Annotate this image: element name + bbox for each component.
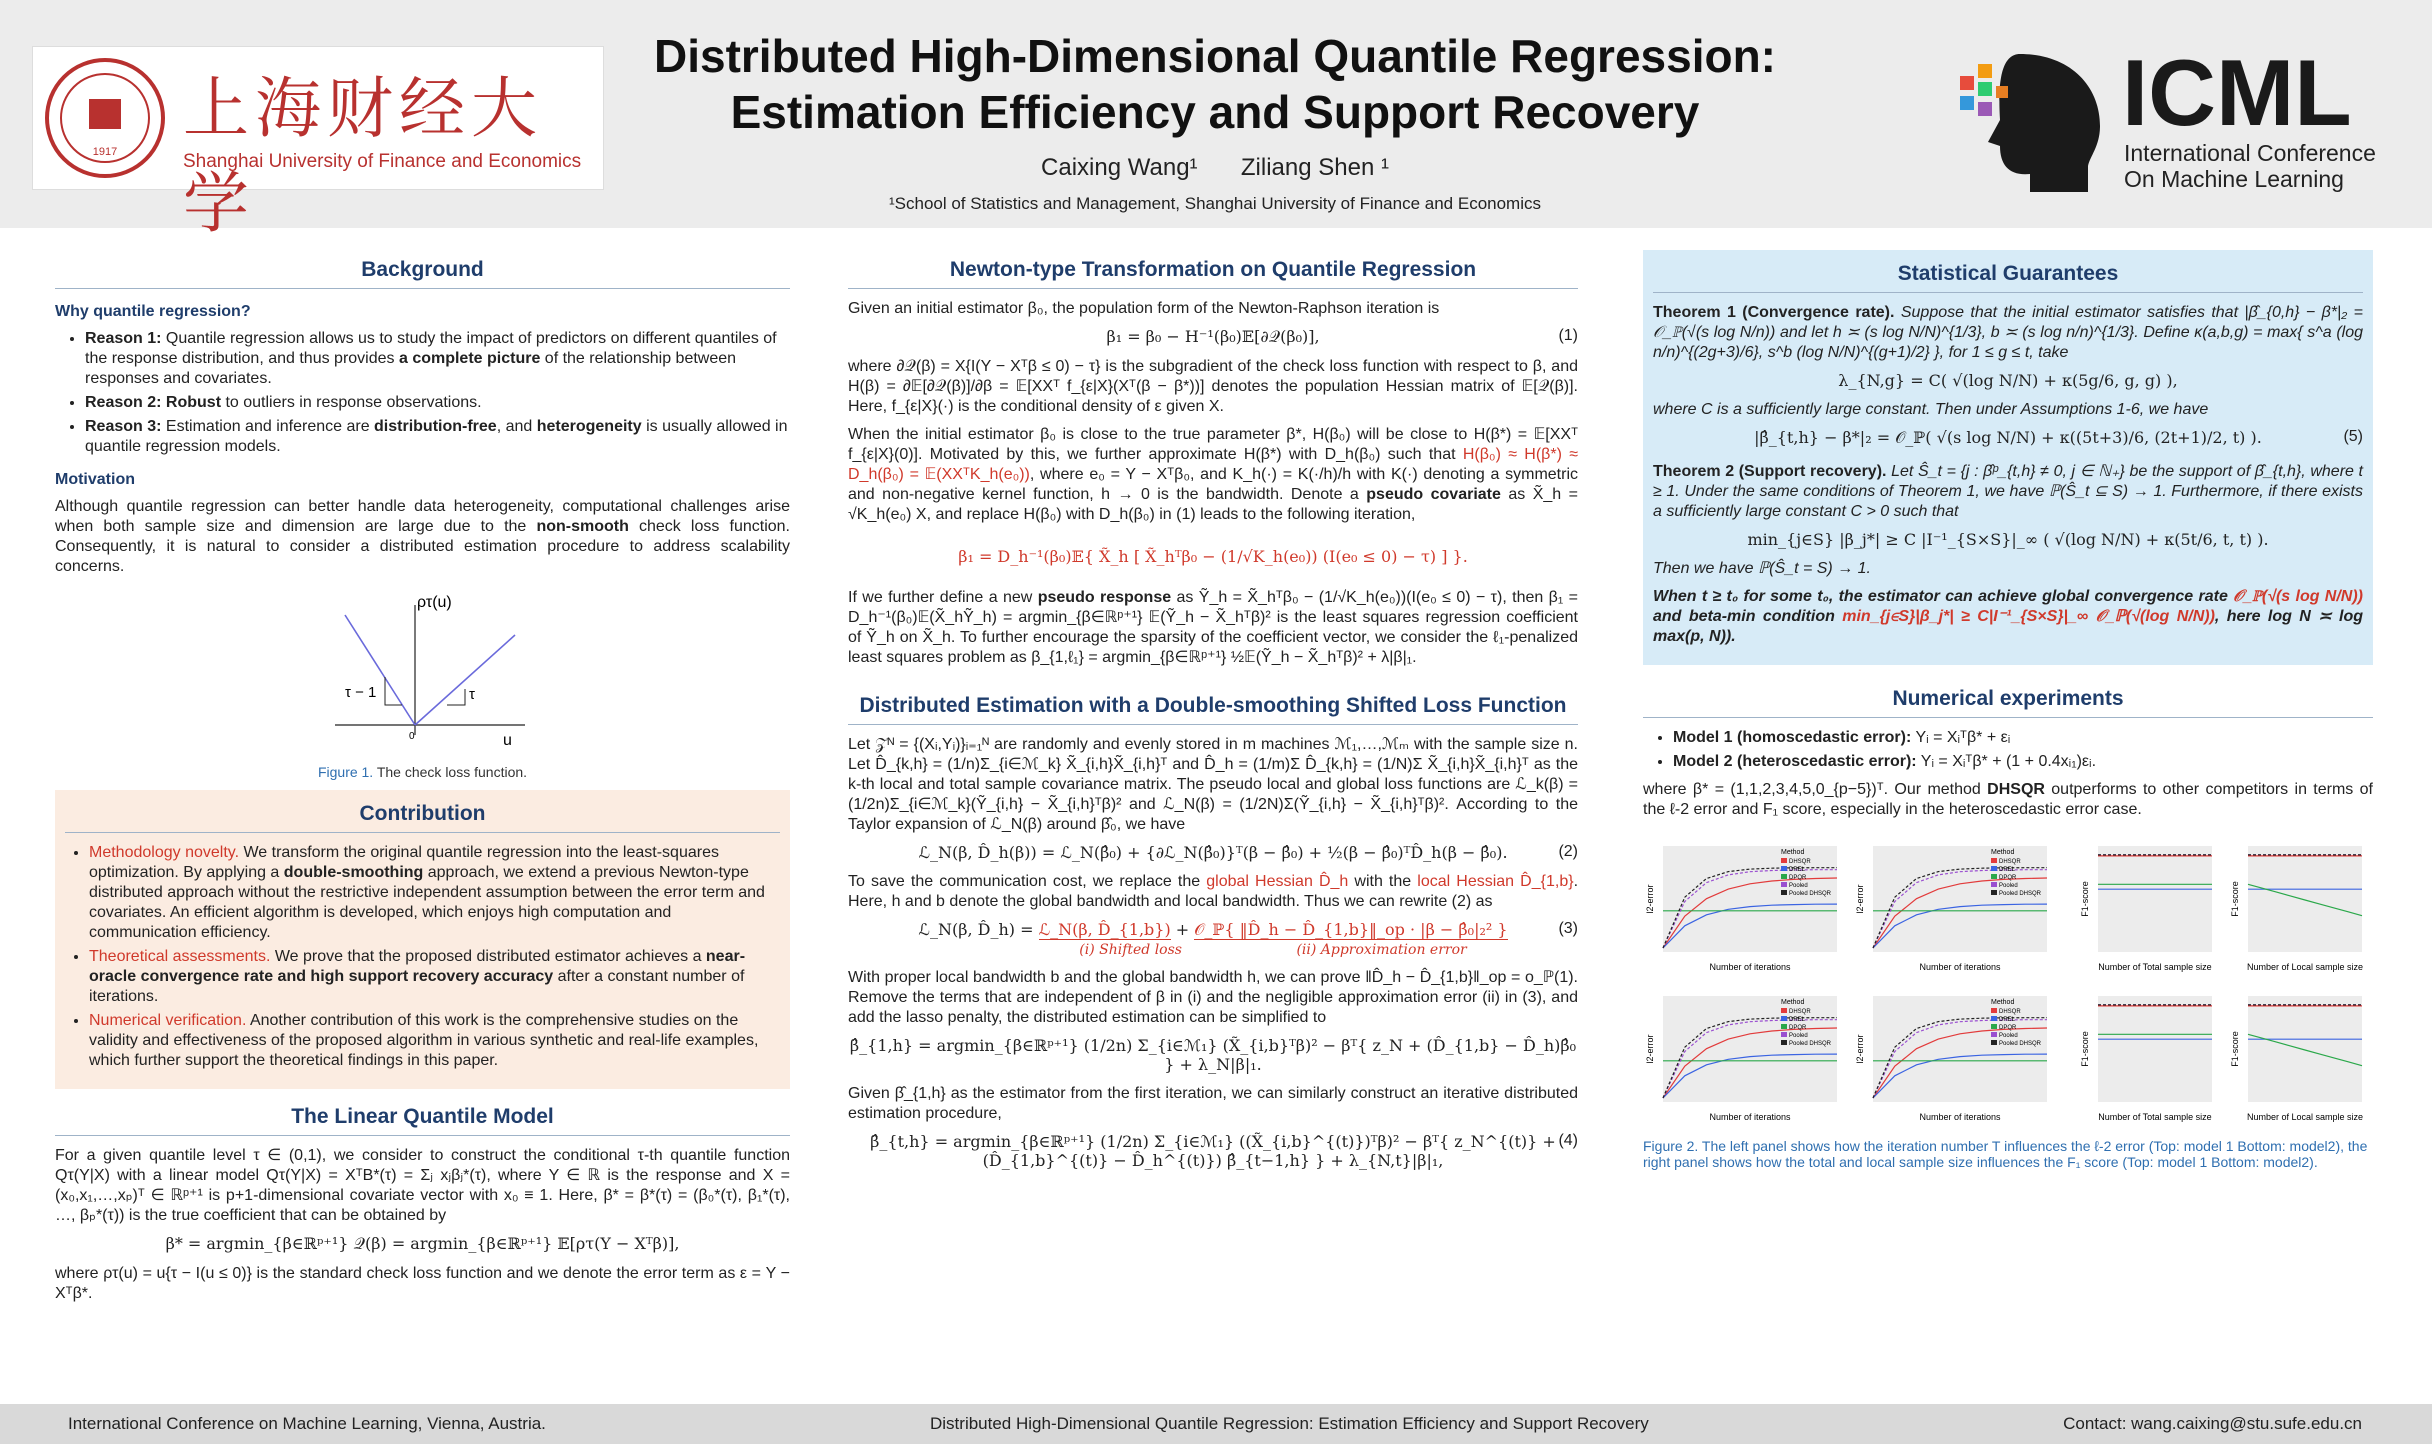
distributed-equation-2-body: ℒ_N(β, D̂_h(β)) = ℒ_N(β̂₀) + {∂ℒ_N(β̂₀)}ᵀ(β − β̂₀) + ½(β − β̂₀)ᵀD̂_h(β − β̂₀). [918,843,1508,862]
figure-2-text: The left panel shows how the iteration number T influences the ℓ-2 error (Top: model 1 Bottom: model2), the right panel shows how the total and local sample size influences the F₁ score (Top: model 1 Bottom: model2). [1643,1138,2368,1170]
panel-y-label: l2-error [1855,884,1865,914]
sufe-logo [32,46,604,242]
legend-entry: Pooled DHSQR [1999,1041,2042,1047]
approximation-error-label: (ii) Approximation error [1296,942,1467,958]
legend-title: Method [1991,849,2015,856]
legend-entry: DHSQR [1789,859,1811,865]
section-title-newton: Newton-type Transformation on Quantile Regression [848,250,1578,289]
affiliation: ¹School of Statistics and Management, Shanghai University of Finance and Economics [888,194,1541,213]
legend-entry: Pooled [1789,1033,1808,1039]
legend-swatch [1781,1016,1787,1021]
panel-background [2248,846,2362,952]
footer-contact: Contact: wang.caixing@stu.sufe.edu.cn [2063,1414,2362,1433]
distributed-equation-3-plus: + [1170,920,1195,939]
reason-3 [85,417,790,457]
legend-swatch [1991,1032,1997,1037]
newton-text-3b: , where e₀ = Y − Xᵀβ₀, and K_h(·) = K(·/h)/h with K(·) denoting a symmetric and non-negative kernel function, h → 0 is the bandwidth. Denote a [848,466,1578,503]
distributed-equation-2-number: (2) [1558,843,1578,860]
reason-2-text: to outliers in response observations. [221,394,482,411]
newton-text-4b: as Ỹ_h = X̃_hᵀβ₀ − (1/√K_h(e₀))(I(e₀ ≤ 0) − τ), then β₁ = D_h⁻¹(β₀)𝔼(X̃_hỸ_h) = argmin_{β∈ℝᵖ⁺¹} 𝔼(Ỹ_h − X̃_hᵀβ)² is the least squares regression coefficient of Ỹ_h on X̃_h. To further encourage the sparsity of the coefficient vector, we consider the ℓ₁-penalized least squares problem as β_{1,ℓ₁} = argmin_{β∈ℝᵖ⁺¹} ½𝔼(Ỹ_h − X̃_hᵀβ)² + λ|β|₁. [848,589,1578,666]
legend-entry: DHSQR [1999,859,2021,865]
reason-1-bold: a complete picture [398,350,541,367]
footer-conference: International Conference on Machine Learning, Vienna, Austria. [68,1414,546,1433]
check-loss-right-slope: τ [469,686,475,703]
linear-model-text-1: For a given quantile level τ ∈ (0,1), we consider to construct the conditional τ-th quantile function Qτ(Y|X) with a linear model Qτ(Y|X) = XᵀΒ*(τ) = Σⱼ xⱼβⱼ*(τ), where Y ∈ ℝ is the response and X = (x₀,x₁,…,xₚ)ᵀ ∈ ℝᵖ⁺¹ is p+1-dimensional covariate vector with x₀ ≡ 1. Here, β* = β*(τ) = (β₀*(τ), β₁*(τ), …, βₚ*(τ)) is the true coefficient that can be obtained by [55,1147,790,1224]
contribution-item-1 [89,843,780,943]
legend-entry: DREL [1789,1017,1806,1023]
legend-entry: DPQR [1789,875,1807,881]
newton-text-3-red: H(β₀) ≈ H(β*) ≈ D_h(β₀) = 𝔼(XXᵀK_h(e₀)) [848,446,1579,483]
theorem-2-beta-min: min_{j∈S} |β_j*| ≥ C |I⁻¹_{S×S}|_∞ ( √(log N/N) + κ(5t/6, t, t) ). [1747,530,2269,549]
distributed-equation-3 [848,920,1578,958]
why-quantile-title: Why quantile regression? [55,303,251,320]
legend-title: Method [1991,999,2015,1006]
numerical-text-a: where β* = (1,1,2,3,4,5,0_{p−5})ᵀ. Our method [1643,781,1988,798]
footer-title: Distributed High-Dimensional Quantile Regression: Estimation Efficiency and Support Recovery [930,1414,1649,1433]
legend-swatch [1781,1024,1787,1029]
result-panel [1853,840,2053,980]
legend-swatch [1991,858,1997,863]
legend-entry: Pooled DHSQR [1999,891,2042,897]
legend-swatch [1991,1008,1997,1013]
contribution-item-1-label: Methodology novelty. [89,844,240,861]
icml-head-icon [1950,46,2110,196]
legend-title: Method [1781,999,1805,1006]
section-title-background: Background [55,250,790,289]
figure-2-number: Figure 2. [1643,1138,1699,1154]
theorem-2-text: Let Ŝ_t = {j : β̂ᵖ_{t,h} ≠ 0, j ∈ ℕ₊} be the support of β̂_{t,h}, where t ≥ 1. Under the same conditions of Theorem 1, we have ℙ(Ŝ_t ⊆ S) → 1. Furthermore, if there exists a sufficiently large constant C > 0 such that [1653,463,2363,520]
newton-text-3a: When the initial estimator β₀ is close to the true parameter β*, H(β₀) will be close to H(β*) = 𝔼[XXᵀ f_{ε|X}(0)]. Motivated by this, we further approximate H(β*) with D_h(β₀) such that [848,426,1578,463]
panel-background [1873,846,2047,952]
contribution-list [65,843,780,1071]
panel-background [2098,996,2212,1102]
distributed-equation-4-body: β̂_{t,h} = argmin_{β∈ℝᵖ⁺¹} (1/2n) Σ_{i∈ℳ₁} ((X̃_{i,b}^{(t)})ᵀβ)² − βᵀ{ z_N^{(t)} + (D̂_{1,b}^{(t)} − D̂_h^{(t)}) β̂_{t−1,h} } + λ_{N,t}|β|₁, [870,1132,1556,1170]
result-panel [1643,840,1843,980]
author-2: Ziliang Shen ¹ [1240,154,1389,181]
reason-3-text-a: Estimation and inference are [161,418,375,435]
contribution-item-2-text-b: after a constant number of iterations. [89,968,745,1005]
newton-equation-2-body: β₁ = D_h⁻¹(β₀)𝔼{ X̃_h [ X̃_hᵀβ₀ − (1/√K_h(e₀)) (I(e₀ ≤ 0) − τ) ] }. [958,547,1468,566]
legend-entry: DPQR [1999,1025,2017,1031]
figure-1-caption [55,764,790,780]
distributed-equation-first-step: β̂_{1,h} = argmin_{β∈ℝᵖ⁺¹} (1/2n) Σ_{i∈ℳ₁} (X̃_{i,b}ᵀβ)² − βᵀ{ z_N + (D̂_{1,b} − D̂_h)β̂₀ } + λ_N|β|₁. [849,1036,1577,1074]
icml-logo [1950,40,2405,196]
newton-text-3 [848,425,1578,525]
global-rate-text-c: , here log N ≍ log max(p, N)). [1653,608,2364,645]
distributed-equation-4-number: (4) [1558,1132,1578,1149]
authors [640,154,1790,182]
legend-swatch [1991,1016,1997,1021]
distributed-text-2c: . Here, h and b denote the global bandwidth and local bandwidth. Thus we can rewrite (2) as [848,873,1579,910]
result-panel [2078,990,2218,1130]
check-loss-left-slope: τ − 1 [345,684,377,701]
global-rate-statement [1653,587,2363,647]
legend-entry: DHSQR [1999,1009,2021,1015]
reason-3-label: Reason 3: [85,418,162,435]
legend-swatch [1991,1024,1997,1029]
global-rate-text-a: When t ≥ t₀ for some t₀, the estimator can achieve global convergence rate [1653,588,2234,605]
distributed-equation-3-number: (3) [1558,920,1578,937]
legend-swatch [1991,1040,1997,1045]
panel-y-label: l2-error [1855,1034,1865,1064]
distributed-text-4: Given β̂_{1,h} as the estimator from the first iteration, we can similarly construct an iterative distributed estimation procedure, [848,1085,1578,1122]
contribution-item-1-text-a: We transform the original quantile regression into the least-squares optimization. By applying a [89,844,719,881]
section-title-numerical: Numerical experiments [1643,679,2373,718]
sufe-chinese-name: 上海财经大学 [183,70,543,242]
numerical-text [1643,780,2373,820]
panel-y-label: l2-error [1645,884,1655,914]
contribution-item-2-bold: near-oracle convergence rate and high support recovery accuracy [89,948,746,985]
theorem-1-text: Suppose that the initial estimator satisfies that |β̂_{0,h} − β*|₂ = 𝒪_ℙ(√(s log N/n)) and let h ≍ (s log N/N)^{1/3}, b ≍ (s log n/n)^{1/3}. Define κ(a,b,g) = max{ s^a (log n/n)^{(2g+3)/6}, s^b (log N/N)^{(g+1)/2} }, for 1 ≤ g ≤ t, take [1653,304,2364,361]
reason-3-bold-1: distribution-free [374,418,497,435]
panel-y-label: F1-score [2230,881,2240,917]
theorem-1-rate [1653,428,2363,448]
icml-subtitle-line2: On Machine Learning [2124,166,2344,192]
poster-title-line1: Distributed High-Dimensional Quantile Regression: [653,30,1776,82]
newton-text-3c: as X̃_h = √K_h(e₀) X, and replace H(β₀) with D_h(β₀) in (1) leads to the following iteration, [848,486,1578,523]
panel-background [1663,996,1837,1102]
legend-swatch [1991,890,1997,895]
legend-swatch [1781,858,1787,863]
newton-text-3-bold: pseudo covariate [1366,486,1501,503]
contribution-item-2 [89,947,780,1007]
section-title-contribution: Contribution [65,794,780,833]
check-loss-figure [55,585,790,760]
distributed-text-2 [848,872,1578,912]
model-2-equation: Yᵢ = Xᵢᵀβ* + (1 + 0.4xᵢ₁)εᵢ. [1916,753,2097,770]
result-panel [2228,990,2368,1130]
distributed-text-2-red-2: local Hessian D̂_{1,b} [1417,873,1574,890]
legend-title: Method [1781,849,1805,856]
theorem-2 [1653,462,2363,522]
distributed-text-2b: with the [1348,873,1418,890]
legend-entry: Pooled DHSQR [1789,1041,1832,1047]
newton-text-4 [848,588,1578,668]
model-1 [1673,728,2373,748]
reason-1-text-b: of the relationship between responses and covariates. [85,350,737,387]
icml-wordmark: ICML [2122,40,2352,145]
motivation-bold: non-smooth [536,518,629,535]
reason-1-label: Reason 1: [85,330,162,347]
legend-entry: Pooled [1789,883,1808,889]
statistical-guarantees-box [1643,250,2373,665]
check-loss-plot [55,585,790,760]
reasons-list [55,329,790,457]
column-1 [55,250,790,1312]
column-2 [848,250,1578,1180]
model-2 [1673,752,2373,772]
panel-x-label: Number of Local sample size [2246,1112,2364,1122]
distributed-equation-4 [848,1132,1578,1170]
global-rate-red-2: min_{j∈S}|β_j*| ≥ C|I⁻¹_{S×S}|_∞ 𝒪_ℙ(√(log N/N)) [1842,608,2215,625]
sufe-english-name: Shanghai University of Finance and Economics [183,151,582,172]
motivation-text-a: Although quantile regression can better handle data heterogeneity, computational challenges arise when both sample size and dimension are large due to the [55,498,790,535]
section-title-linear-model: The Linear Quantile Model [55,1097,790,1136]
legend-swatch [1781,1008,1787,1013]
model-2-label: Model 2 (heteroscedastic error): [1673,753,1917,770]
section-title-stats: Statistical Guarantees [1653,254,2363,293]
reason-2-bold: Robust [161,394,222,411]
model-1-label: Model 1 (homoscedastic error): [1673,729,1912,746]
distributed-text-2a: To save the communication cost, we replace the [848,873,1207,890]
result-panel [1853,990,2053,1130]
newton-text-1: Given an initial estimator β₀, the population form of the Newton-Raphson iteration is [848,300,1440,317]
result-panel [2228,840,2368,980]
panel-background [2248,996,2362,1102]
author-1: Caixing Wang¹ [1041,154,1198,181]
legend-swatch [1781,890,1787,895]
panel-x-label: Number of iterations [1919,962,2001,972]
shifted-loss-label: (i) Shifted loss [1079,942,1182,958]
reason-3-text-c: is usually allowed in quantile regression models. [85,418,788,455]
panel-background [1873,996,2047,1102]
reason-2-label: Reason 2: [85,394,162,411]
model-1-equation: Yᵢ = Xᵢᵀβ* + εᵢ [1911,729,2011,746]
sufe-year: 1917 [92,146,118,158]
legend-entry: Pooled DHSQR [1789,891,1832,897]
linear-model-equation: β* = argmin_{β∈ℝᵖ⁺¹} 𝒬(β) = argmin_{β∈ℝᵖ⁺¹} 𝔼[ρτ(Y − Xᵀβ)], [165,1234,680,1253]
icml-subtitle-line1: International Conference [2124,140,2376,166]
legend-swatch [1991,866,1997,871]
panel-x-label: Number of iterations [1709,1112,1791,1122]
legend-entry: Pooled [1999,883,2018,889]
figure-2-caption [1643,1138,2373,1180]
figure-1-text: The check loss function. [373,764,528,780]
reason-1 [85,329,790,389]
reason-1-text-a: Quantile regression allows us to study the impact of predictors on different quantiles of the response distribution, and thus provides [85,330,777,367]
theorem-1-text-2: where C is a sufficiently large constant. Then under Assumptions 1-6, we have [1653,401,2209,418]
numerical-text-bold: DHSQR [1987,781,2045,798]
distributed-equation-3-shifted-loss: ℒ_N(β, D̂_{1,b}) [1038,920,1171,939]
check-loss-y-label: ρτ(u) [417,594,452,611]
legend-entry: DREL [1999,1017,2016,1023]
contribution-item-2-label: Theoretical assessments. [89,948,271,965]
legend-entry: DREL [1789,867,1806,873]
poster-header [0,0,2432,242]
panel-x-label: Number of Total sample size [2098,962,2212,972]
numerical-text-b: outperforms to other competitors in terms of the ℓ-2 error and F₁ score, especially in the heteroscedastic error case. [1643,781,2373,818]
distributed-equation-3-labels [848,942,1578,958]
panel-y-label: l2-error [1645,1034,1655,1064]
contribution-item-3-label: Numerical verification. [89,1012,247,1029]
legend-swatch [1781,1032,1787,1037]
linear-model-text-2: where ρτ(u) = u{τ − I(u ≤ 0)} is the standard check loss function and we denote the error term as ε = Y − Xᵀβ*. [55,1265,790,1302]
column-3 [1643,250,2373,1180]
distributed-text-1: Let 𝒵ᴺ = {(Xᵢ,Yᵢ)}ᵢ₌₁ᴺ are randomly and evenly stored in m machines ℳ₁,…,ℳₘ with the sample size n. Let D̂_{k,h} = (1/n)Σ_{i∈ℳ_k} X̃_{i,h}X̃_{i,h}ᵀ and D̂_h = (1/m)Σ D̂_{k,h} = (1/N)Σ X̃_{i,h}X̃_{i,h}ᵀ as the k-th local and total sample covariance matrix. The pseudo local and global loss functions are ℒ_k(β) = (1/2n)Σ_{i∈ℳ_k}(Ỹ_{i,h} − X̃_{i,h}ᵀβ)² and ℒ_N(β) = (1/2N)Σ(Ỹ_{i,h} − X̃_{i,h}ᵀβ)². According to the Taylor expansion of ℒ_N(β) around β̂₀, we have [848,736,1578,833]
newton-text-4-bold: pseudo response [1037,589,1172,606]
legend-entry: Pooled [1999,1033,2018,1039]
panel-background [2098,846,2212,952]
reason-3-text-b: , and [496,418,537,435]
legend-swatch [1781,866,1787,871]
legend-swatch [1991,882,1997,887]
panel-x-label: Number of iterations [1919,1112,2001,1122]
distributed-text-3: With proper local bandwidth b and the global bandwidth h, we can prove ‖D̂_h − D̂_{1,b}‖_op = o_ℙ(1). Remove the terms that are independent of β in (i) and the negligible approximation error (ii) in (3), and add the lasso penalty, the distributed estimation can be simplified to [848,969,1578,1026]
result-panel [1643,990,1843,1130]
poster-title-line2: Estimation Efficiency and Support Recovery [730,86,1700,138]
distributed-equation-3-left: ℒ_N(β, D̂_h) = [918,920,1039,939]
newton-equation-1 [848,327,1578,347]
motivation-title: Motivation [55,471,135,488]
panel-x-label: Number of Total sample size [2098,1112,2212,1122]
theorem-1 [1653,303,2363,363]
legend-entry: DREL [1999,867,2016,873]
newton-equation-1-body: β₁ = β₀ − H⁻¹(β₀)𝔼[∂𝒬(β₀)], [1106,327,1320,346]
figure-1-number: Figure 1. [317,764,374,780]
contribution-item-2-text-a: We prove that the proposed distributed estimator achieves a [270,948,706,965]
distributed-equation-3-approx-error: 𝒪_ℙ{ ‖D̂_h − D̂_{1,b}‖_op · |β − β̂₀|₂² } [1194,920,1508,939]
panel-background [1663,846,1837,952]
contribution-box [55,790,790,1089]
theorem-1-rate-number: (5) [2343,428,2363,445]
panel-y-label: F1-score [2080,881,2090,917]
global-rate-red-1: 𝒪_ℙ(√(s log N/N)) [2233,588,2363,605]
theorem-1-rate-body: |β̂_{t,h} − β*|₂ = 𝒪_ℙ( √(s log N/N) + κ((5t+3)/6, (2t+1)/2, t) ). [1754,428,2262,447]
title-block [640,28,1790,214]
contribution-item-1-text-b: approach, we extend a previous Newton-type distributed approach without the restrictive independent assumption between the error term and covariates. An efficient algorithm is developed, which enjoys high computation and communication efficiency. [89,864,765,941]
section-title-distributed: Distributed Estimation with a Double-smoothing Shifted Loss Function [848,686,1578,725]
theorem-1-lambda: λ_{N,g} = C( √(log N/N) + κ(5g/6, g, g) ), [1838,371,2178,390]
icml-subtitle [2124,140,2376,192]
reason-3-bold-2: heterogeneity [536,418,642,435]
theorem-1-label: Theorem 1 (Convergence rate). [1653,304,1895,321]
newton-equation-2 [848,547,1578,566]
legend-swatch [1781,1040,1787,1045]
panel-x-label: Number of Local sample size [2246,962,2364,972]
theorem-2-label: Theorem 2 (Support recovery). [1653,463,1887,480]
legend-swatch [1991,874,1997,879]
distributed-equation-2 [848,843,1578,862]
motivation-text [55,497,790,577]
global-rate-text-b: and beta-min condition [1653,608,1843,625]
reason-2 [85,393,790,413]
newton-equation-1-number: (1) [1558,327,1578,344]
panel-y-label: F1-score [2080,1031,2090,1067]
poster-footer [0,1404,2432,1444]
check-loss-origin: 0 [409,731,415,742]
contribution-item-3 [89,1011,780,1071]
legend-entry: DHSQR [1789,1009,1811,1015]
numerical-plots [1643,840,2373,1130]
check-loss-x-label: u [503,732,512,749]
newton-text-4a: If we further define a new [848,589,1038,606]
motivation-text-b: check loss function. Consequently, it is natural to consider a distributed estimation procedure to address scalability concerns. [55,518,790,575]
newton-text-2: where ∂𝒬(β) = X{I(Y − Xᵀβ ≤ 0) − τ} is the subgradient of the check loss function with respect to β, and H(β) = ∂𝔼[∂𝒬(β)]/∂β = 𝔼[XXᵀ f_{ε|X}(Xᵀ(β − β*))] denotes the population Hessian matrix of 𝔼[𝒬(β)]. Here, f_{ε|X}(·) is the conditional density of ε given X. [848,358,1578,415]
models-list [1643,728,2373,772]
legend-entry: DPQR [1789,1025,1807,1031]
distributed-text-2-red-1: global Hessian D̂_h [1206,873,1349,890]
legend-swatch [1781,874,1787,879]
panel-x-label: Number of iterations [1709,962,1791,972]
legend-entry: DPQR [1999,875,2017,881]
panel-y-label: F1-score [2230,1031,2240,1067]
theorem-2-text-2: Then we have ℙ(Ŝ_t = S) → 1. [1653,560,1871,577]
result-panel [2078,840,2218,980]
contribution-item-3-text: Another contribution of this work is the comprehensive studies on the validity and effectiveness of the proposed algorithm in various synthetic and real-life examples, which further support the theoretical findings in this paper. [89,1012,759,1069]
legend-swatch [1781,882,1787,887]
contribution-item-1-bold: double-smoothing [283,864,424,881]
